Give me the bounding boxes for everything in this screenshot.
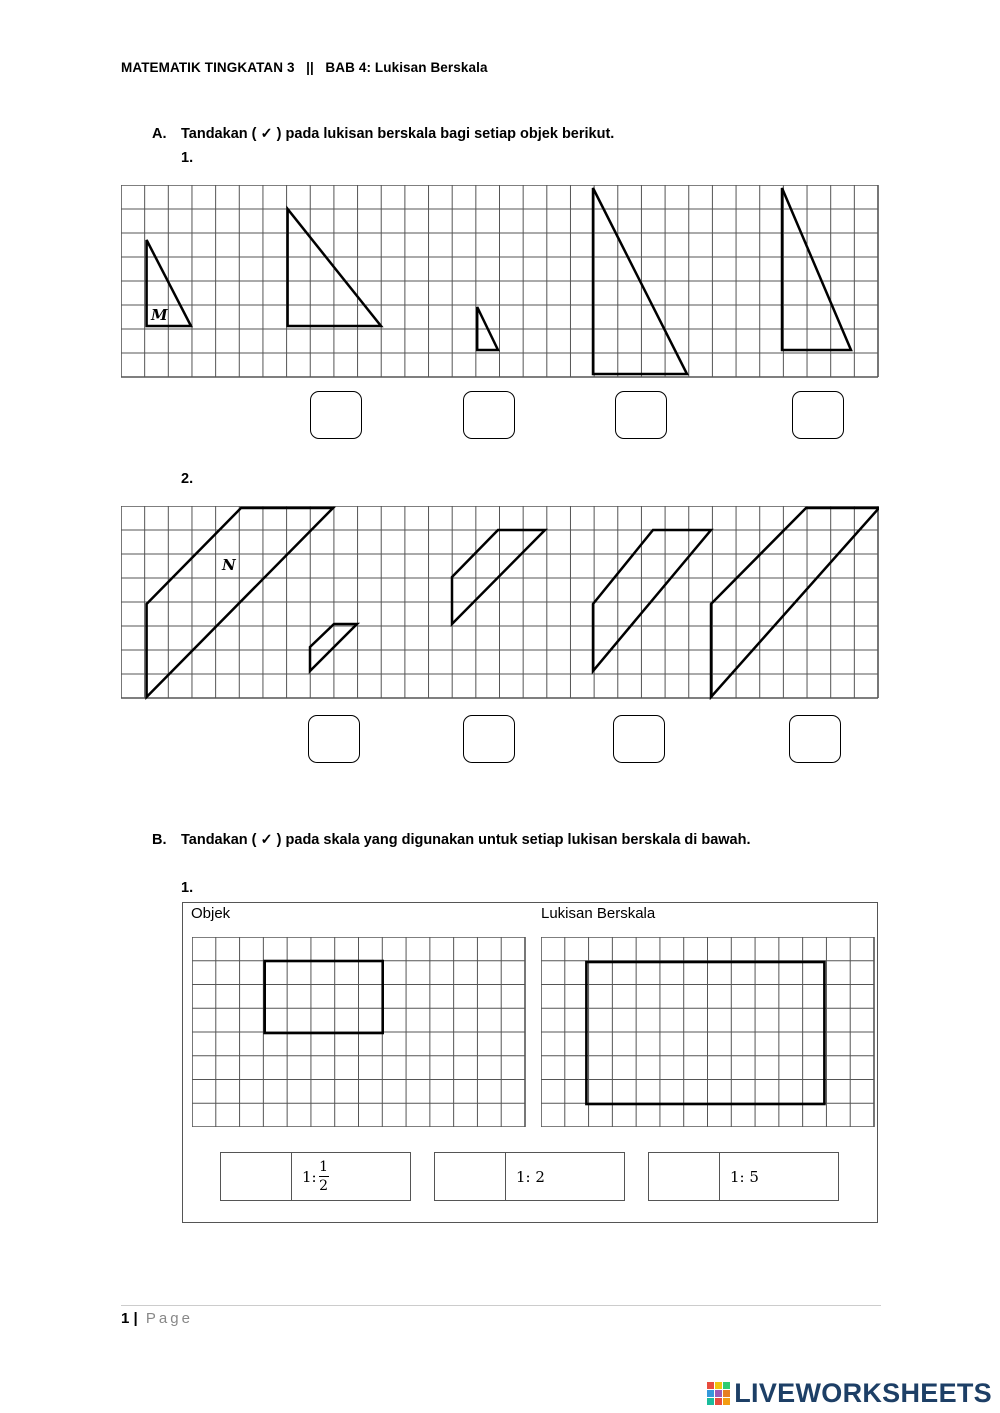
scale-option-1-2[interactable] (434, 1152, 625, 1201)
page-header: MATEMATIK TINGKATAN 3 || BAB 4: Lukisan Berskala (121, 60, 488, 75)
scaled-drawing-heading: Lukisan Berskala (541, 905, 656, 922)
logo-square (715, 1398, 722, 1405)
grid-a2 (121, 506, 879, 700)
page-separator: | (133, 1310, 138, 1327)
tickbox-a1-option-3[interactable] (615, 391, 667, 439)
fraction-denominator: 2 (319, 1178, 329, 1194)
parallelogram-option-2 (452, 530, 545, 624)
liveworksheets-brand (707, 1378, 992, 1409)
question-a2-number: 2. (181, 471, 194, 487)
liveworksheets-logo-icon (707, 1382, 730, 1405)
logo-square (715, 1390, 722, 1397)
scale-option-half-tickbox[interactable] (221, 1153, 292, 1200)
logo-square (707, 1398, 714, 1405)
object-heading: Objek (191, 905, 231, 922)
logo-square (723, 1382, 730, 1389)
logo-square (707, 1382, 714, 1389)
logo-square (723, 1398, 730, 1405)
page-number: 1 (121, 1310, 130, 1327)
scale-option-1-2-label: 1: 2 (516, 1167, 545, 1186)
fraction-half (319, 1160, 329, 1193)
tickbox-a2-option-4[interactable] (789, 715, 841, 763)
tickbox-a2-option-1[interactable] (308, 715, 360, 763)
tickbox-a2-option-3[interactable] (613, 715, 665, 763)
object-label-n: N (222, 556, 236, 574)
tickbox-a2-option-2[interactable] (463, 715, 515, 763)
footer-divider (121, 1305, 881, 1306)
tickbox-a1-option-2[interactable] (463, 391, 515, 439)
section-a-instruction: Tandakan ( ✓ ) pada lukisan berskala bagi setiap objek berikut. (181, 126, 615, 142)
scale-option-1-5-label: 1: 5 (730, 1167, 759, 1186)
grid-b1-object (192, 937, 526, 1127)
rectangle-object (265, 961, 383, 1033)
logo-square (715, 1382, 722, 1389)
scale-option-1-5[interactable] (648, 1152, 839, 1201)
scale-option-1-2-tickbox[interactable] (435, 1153, 506, 1200)
scale-option-half-label (292, 1153, 410, 1200)
section-a-letter: A. (152, 126, 167, 142)
question-a1-number: 1. (181, 150, 194, 166)
fraction-numerator: 1 (319, 1159, 329, 1175)
tickbox-a1-option-4[interactable] (792, 391, 844, 439)
scale-option-half[interactable] (220, 1152, 411, 1201)
page-word: Page (145, 1310, 193, 1327)
logo-square (707, 1390, 714, 1397)
scale-prefix: 1: (302, 1167, 317, 1186)
brand-name: LIVEWORKSHEETS (734, 1378, 992, 1408)
scale-option-1-5-tickbox[interactable] (649, 1153, 720, 1200)
rectangle-scaled (586, 962, 824, 1104)
triangle-option-4 (782, 188, 851, 350)
grid-b1-scaled (541, 937, 875, 1127)
object-label-m: M (151, 306, 168, 324)
logo-square (723, 1390, 730, 1397)
page-footer (121, 1310, 193, 1327)
section-b-instruction: Tandakan ( ✓ ) pada skala yang digunakan untuk setiap lukisan berskala di bawah. (181, 832, 751, 848)
tickbox-a1-option-1[interactable] (310, 391, 362, 439)
section-b-letter: B. (152, 832, 167, 848)
grid-a1 (121, 185, 879, 379)
question-b1-number: 1. (181, 880, 194, 896)
